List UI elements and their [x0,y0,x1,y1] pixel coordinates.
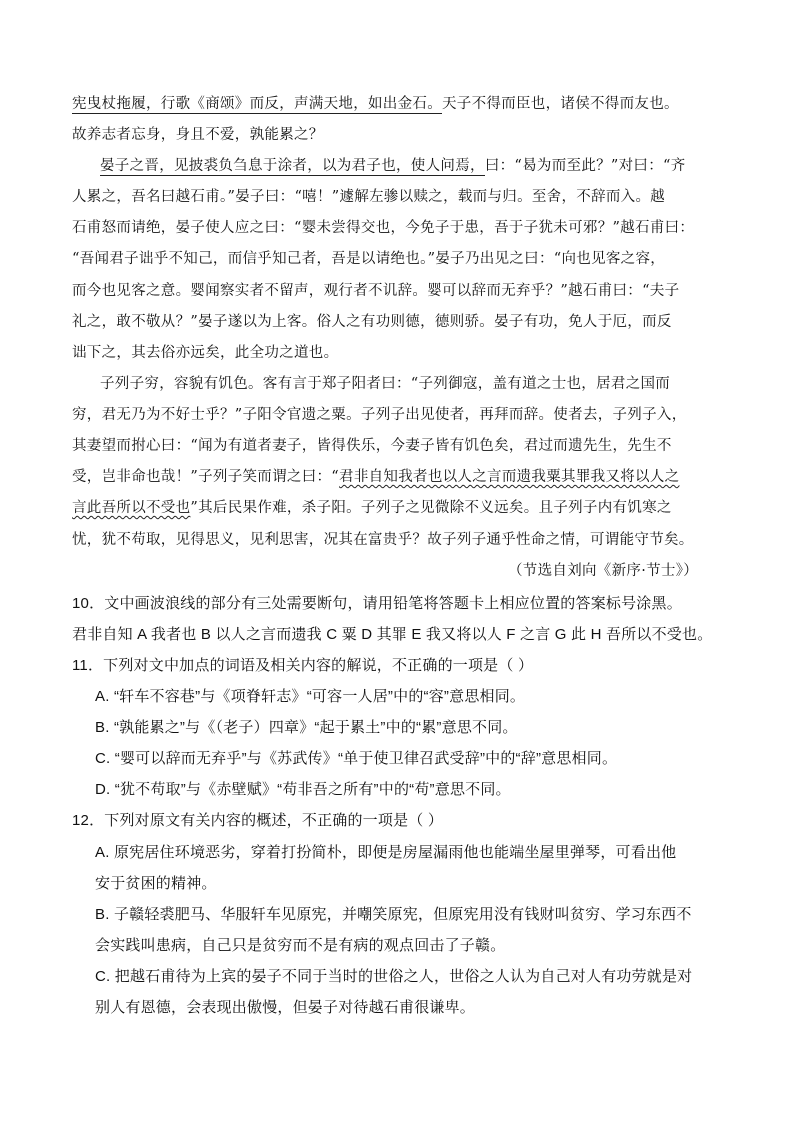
wavy-underlined-text: 言此吾所以不受也 [72,500,191,516]
underlined-sentence: 宪曳杖拖履，行歌《商颂》而反，声满天地，如出金石。 [72,96,442,112]
passage-line [72,97,679,112]
question-12-stem: 12．下列对原文有关内容的概述，不正确的一项是（ ） [72,812,444,829]
passage-line: 人累之，吾名曰越石甫。”晏子曰：“嘻！”遽解左骖以赎之，载而与归。至舍，不辞而入。越 [72,189,666,205]
passage-text: 天子不得而臣也，诸侯不得而友也。 [442,96,679,112]
passage-line: 而今也见客之意。婴闻察实者不留声，观行者不讥辞。婴可以辞而无弃乎？”越石甫曰：“夫子 [72,283,680,299]
question-12-option-a-cont: 安于贫困的精神。 [95,875,217,892]
passage-line [100,159,686,174]
passage-line: 石甫怒而请绝，晏子使人应之曰：“婴未尝得交也，今免子于患，吾于子犹未可邪？”越石甫曰： [72,220,695,236]
question-12-option-b: B. 子赣轻裘肥马、华服轩车见原宪，并嘲笑原宪，但原宪用没有钱财叫贫穷、学习东西不 [95,906,692,923]
question-11-option-b: B. “孰能累之”与《（老子）四章》“起于累土”中的“累”意思不同。 [95,719,518,736]
question-12-option-c-cont: 别人有恩德，会表现出傲慢，但晏子对待越石甫很谦卑。 [95,999,476,1016]
question-12-option-a: A. 原宪居住环境恶劣，穿着打扮简朴，即便是房屋漏雨他也能端坐屋里弹琴，可看出他 [95,844,677,861]
passage-line: 其妻望而拊心曰：“闻为有道者妻子，皆得佚乐，今妻子皆有饥色矣，君过而遗先生，先生不 [72,438,672,454]
passage-text: 受，岂非命也哉！”子列子笑而谓之曰：“ [72,469,340,485]
passage-line: “吾闻君子诎乎不知己，而信乎知己者，吾是以请绝也。”晏子乃出见之曰：“向也见客之容， [72,251,666,267]
question-12-option-c: C. 把越石甫待为上宾的晏子不同于当时的世俗之人，世俗之人认为自己对人有功劳就是对 [95,968,693,985]
passage-line: 诎下之，其去俗亦远矣，此全功之道也。 [72,345,339,361]
question-10-sentence: 君非自知 A 我者也 B 以人之言而遗我 C 粟 D 其罪 E 我又将以人 F 之言 G 此 H 吾所以不受也。 [72,626,713,643]
passage-line: 忧，犹不苟取，见得思义，见利思害，况其在富贵乎？故子列子通乎性命之情，可谓能守节矣。 [72,532,694,548]
source-citation: （节选自刘向《新序·节士》） [508,563,699,579]
passage-line: 故养志者忘身，身且不爱，孰能累之？ [72,127,324,143]
passage-line: 穷，君无乃为不好士乎？”子阳令官遗之粟。子列子出见使者，再拜而辞。使者去，子列子入， [72,407,687,423]
passage-text: 曰：“曷为而至此？”对曰：“齐 [484,158,686,174]
question-12-option-b-cont: 会实践叫患病，自己只是贫穷而不是有病的观点回击了子赣。 [95,937,506,954]
passage-line: 礼之，敢不敬从？”晏子遂以为上客。俗人之有功则德，德则骄。晏子有功，免人于厄，而反 [72,314,672,330]
passage-line [72,470,679,485]
question-11-option-a: A. “轩车不容巷”与《项脊轩志》“可容一人居”中的“容”意思相同。 [95,688,526,705]
passage-line: 子列子穷，容貌有饥色。客有言于郑子阳者曰：“子列御寇，盖有道之士也，居君之国而 [100,376,671,392]
passage-line [72,501,672,516]
question-11-option-d: D. “犹不苟取”与《赤壁赋》“苟非吾之所有”中的“苟”意思不同。 [95,781,511,798]
question-11-option-c: C. “婴可以辞而无弃乎”与《苏武传》“单于使卫律召武受辞”中的“辞”意思相同。 [95,750,618,767]
passage-text: ”其后民果作难，杀子阳。子列子之见微除不义远矣。且子列子内有饥寒之 [190,500,672,516]
question-11-stem: 11．下列对文中加点的词语及相关内容的解说，不正确的一项是（ ） [72,657,534,674]
underlined-sentence: 晏子之晋，见披裘负刍息于涂者，以为君子也，使人问焉， [100,158,485,174]
wavy-underlined-text: 君非自知我者也以人之言而遗我粟其罪我又将以人之 [339,469,680,485]
question-10-stem: 10．文中画波浪线的部分有三处需要断句，请用铅笔将答题卡上相应位置的答案标号涂黑。 [72,595,682,612]
